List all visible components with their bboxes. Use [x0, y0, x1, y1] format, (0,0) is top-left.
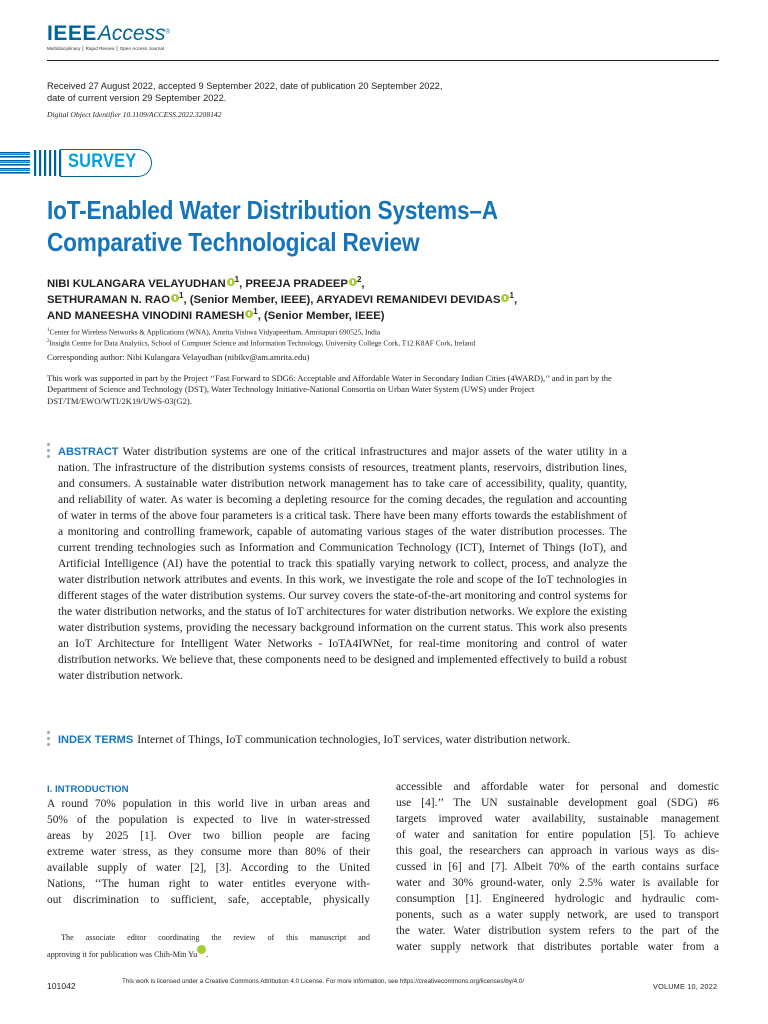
trademark-symbol: ®: [165, 29, 170, 36]
section-heading-introduction: I. INTRODUCTION: [47, 784, 129, 795]
body-line: of water and sanitation for entire population [5]. To achieve: [396, 829, 719, 841]
doi: Digital Object Identifier 10.1109/ACCESS.2022.3208142: [47, 110, 222, 119]
abstract-text: Water distribution systems are one of the critical infrastructures and major assets of the water utility in a nation. The infrastructure of the distribution systems consists of resources, treatment plants, reservoirs, distribution lines, and consumers. A sustainable water distribution network management has to take care of accessibility, quality, quantity, and reliability of water. As water is becoming a depleting resource for the coming decades, the regulation and accounting of water in terms of the above four parameters is a critical task. There have been many efforts towards the establishment of a monitoring and controlling framework, capable of automating various stages of the water distribution processes. The current trending technologies such as Information and Communication Technology (ICT), Internet of Things (IoT), and Artificial Intelligence (AI) have the potential to track this spatially varying network to collect, process, and analyze the water distribution network attributes and events. In this work, we investigate the role and scope of the IoT technologies in different stages of the water distribution systems. Our survey covers the state-of-the-art monitoring and control systems for the water distribution networks, and the status of IoT architectures for water distribution networks. We explore the existing water distribution systems, providing the necessary background information on the current status. This work also presents an IoT Architecture for Intelligent Water Networks - IoTA4IWNet, for real-time monitoring and control of water distribution networks. We believe that, these components need to be designed and implemented effectively to build a robust water distribution network.: [58, 446, 627, 682]
article-title: [47, 194, 621, 258]
title-line-1: IoT-Enabled Water Distribution Systems–A: [47, 195, 498, 225]
journal-tagline: Multidisciplinary ⎮ Rapid Review ⎮ Open Access Journal: [47, 46, 165, 51]
orcid-icon[interactable]: [227, 278, 235, 286]
body-line: 50% of the population is expected to live in water-stressed: [47, 814, 370, 826]
author-affiliation-marker: 1: [179, 291, 184, 301]
orcid-icon[interactable]: [197, 945, 206, 954]
author-separator: ,: [513, 294, 518, 306]
article-type-label: SURVEY: [68, 151, 137, 172]
corresponding-author: Corresponding author: Nibi Kulangara Velayudhan (nibikv@am.amrita.edu): [47, 352, 310, 362]
author-affiliation-marker: 1: [509, 291, 514, 301]
affiliation-marker: 1: [47, 328, 50, 333]
page-number: 101042: [47, 981, 76, 991]
abstract: [58, 444, 627, 684]
orcid-icon[interactable]: [245, 310, 253, 318]
body-line: ponents, such as a water supply network, are used to transport: [396, 909, 719, 921]
author-separator: ,: [361, 278, 365, 290]
body-line: Nations, ‘‘The human right to water entitles everyone with-: [47, 878, 370, 890]
body-line: the water. Water distribution system refers to the part of the: [396, 925, 719, 937]
author-list: [47, 276, 727, 324]
body-line: A round 70% population in this world live in urban areas and: [47, 798, 370, 810]
editor-footnote: [47, 930, 370, 962]
author-affiliation-marker: 1: [234, 275, 240, 285]
license-notice: This work is licensed under a Creative Commons Attribution 4.0 License. For more information, see https://creativecommons.org/licenses/by/4.0/: [122, 978, 525, 985]
author-name: , (Senior Member, IEEE), ARYADEVI REMANIDEVI DEVIDAS: [183, 294, 501, 306]
affiliations: [47, 326, 727, 349]
received-line-2: date of current version 29 September 2022.: [47, 92, 227, 103]
affiliation-text: Center for Wireless Networks & Applications (WNA), Amrita Vishwa Vidyapeetham, Amritapuri 690525, India: [49, 327, 381, 337]
abstract-dots-marker: [47, 443, 51, 461]
body-line: targets improved water availability, sustainable management: [396, 813, 719, 825]
affiliation-text: Insight Centre for Data Analytics, School of Computer Science and Information Technology, University College Cork, T12 K8AF Cork, Ireland: [49, 338, 476, 348]
intro-left-column: [47, 796, 370, 908]
orcid-icon[interactable]: [349, 278, 357, 286]
received-dates: [47, 81, 517, 104]
body-line: water and 30% ground-water, only 2.5% water is available for: [396, 877, 719, 889]
index-terms: [58, 732, 627, 748]
journal-name-ieee: IEEE: [47, 22, 97, 45]
author-line-3: [47, 308, 727, 324]
title-line-2: Comparative Technological Review: [47, 227, 420, 257]
orcid-icon[interactable]: [501, 294, 509, 302]
author-affiliation-marker: 1: [253, 307, 258, 317]
author-name: , PREEJA PRADEEP: [239, 278, 348, 290]
index-terms-text: Internet of Things, IoT communication technologies, IoT services, water distribution network.: [137, 734, 571, 746]
author-name: , (Senior Member, IEEE): [257, 310, 385, 322]
affiliation-marker: 2: [47, 339, 50, 345]
body-line: areas by 2025 [1]. Over two billion people are facing: [47, 830, 370, 842]
author-line-2: [47, 292, 727, 308]
affiliation-2: [47, 337, 727, 348]
body-line: out discrimination to sufficient, safe, acceptable, physically: [47, 894, 370, 906]
body-line: water supply network that distributes portable water from a: [396, 941, 719, 953]
volume-info: VOLUME 10, 2022: [653, 982, 718, 991]
body-line: this goal, the researchers can approach in various ways as dis-: [396, 845, 719, 857]
survey-stripes-graphic: [0, 147, 64, 179]
funding-statement: This work was supported in part by the Project ‘‘Fast Forward to SDG6: Acceptable and Affordable Water in Secondary Indian Cities (4WARD),’’ and in part by the Department of Science and Technology (DST), Water Technology Initiative-National Consortia on Urban Water System (UWS) under Project DST/TM/EWO/WTI/2K19/UWS-03(G2).: [47, 373, 612, 406]
body-line: consumption [1]. Engineered hydrologic and hydraulic com-: [396, 893, 719, 905]
author-affiliation-marker: 2: [356, 275, 362, 285]
body-line: accessible and affordable water for personal and domestic: [396, 781, 719, 793]
author-line-1: [47, 276, 727, 292]
index-terms-label: INDEX TERMS: [58, 734, 134, 746]
author-name: NIBI KULANGARA VELAYUDHAN: [47, 278, 226, 290]
intro-right-column: [396, 779, 719, 955]
received-line-1: Received 27 August 2022, accepted 9 September 2022, date of publication 20 September 2022,: [47, 81, 443, 91]
header-rule: [47, 60, 719, 61]
index-terms-dots-marker: [47, 731, 51, 749]
author-name: AND MANEESHA VINODINI RAMESH: [47, 310, 245, 322]
body-line: extreme water stress, as they consume more than 80% of their: [47, 846, 370, 858]
footnote-line-2: [47, 945, 370, 962]
orcid-icon[interactable]: [171, 294, 179, 302]
body-line: available supply of water [2], [3]. According to the United: [47, 862, 370, 874]
affiliation-1: [47, 326, 727, 337]
footnote-period: .: [206, 950, 209, 959]
body-line: cussed in [6] and [7]. Albeit 70% of the earth contains surface: [396, 861, 719, 873]
footnote-line-1: The associate editor coordinating the review of this manuscript and: [61, 933, 370, 942]
footnote-line-2-text: approving it for publication was Chih-Min Yu: [47, 950, 198, 959]
journal-name-access: Access: [97, 22, 166, 45]
body-line: use [4].’’ The UN sustainable development goal (SDG) #6: [396, 797, 719, 809]
author-name: SETHURAMAN N. RAO: [47, 294, 171, 306]
abstract-label: ABSTRACT: [58, 446, 119, 458]
